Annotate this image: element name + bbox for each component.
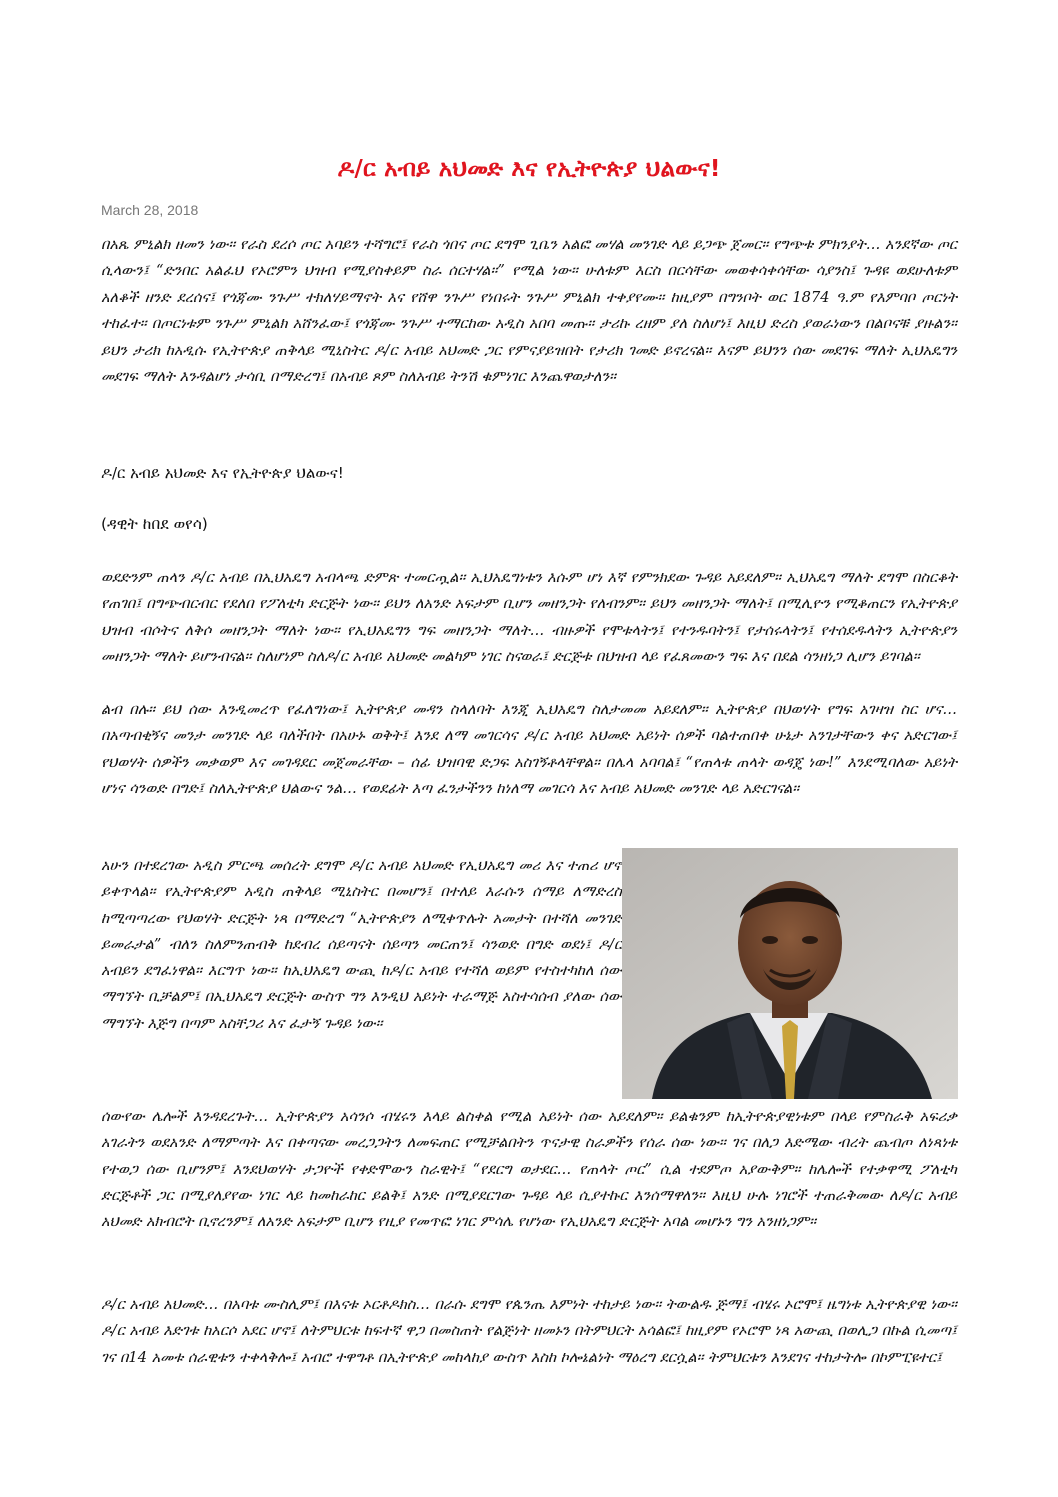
author-byline: (ዳዊት ከበደ ወየሳ) [101, 515, 208, 533]
paragraph-text: አሁን በተደረገው አዲስ ምርጫ መሰረት ደግሞ ዶ/ር አብይ አህመድ የኢህአዴግ መሪ እና ተጠሪ ሆኖ ይቀጥላል። የኢትዮጵያም አዲስ ጠቅላይ ሚኒስትር በመሆን፤ በተለይ እራሱን ሰማይ ለማድረስ ከሚጣጣረው የህወሃት ድርጅት ነጻ በማድረግ “ኢትዮጵያን ለሚቀጥሉት አመታት በተሻለ መንገድ ይመራታል” ብለን ስለምንጠብቅ ከደብረ ሰይጣናት ሰይጣን መርጠን፤ ሳንወድ በግድ ወደነ፤ ዶ/ር አብይን ደግፈነዋል። እርግጥ ነው። ከኢህአዴግ ውጪ ከዶ/ር አብይ የተሻለ ወይም የተስተካከለ ሰው ማግኘት ቢቻልም፤ በኢህአዴግ ድርጅት ውስጥ ግን እንዲህ አይነት ተራማጅ አስተሳሰብ ያለው ሰው ማግኘት እጅግ በጣም አስቸጋሪ እና ፈታኝ ጉዳይ ነው። [101, 857, 622, 1032]
intro-text: በአጼ ምኒልክ ዘመን ነው። የራስ ደረሶ ጦር አባይን ተሻግሮ፤ የራስ ጎበና ጦር ደግሞ ጊቤን አልፎ መሃል መንገድ ላይ ይጋጭ ጀመር። የግጭቱ ምክንያት… አንደኛው ጦር ሲላውን፤ “ድንበር አልፈህ የኦሮምን ህዝብ የሚያስቀይም ስራ ሰርተሃል።” የሚል ነው። ሁለቱም እርስ በርሳቸው መወቀሳቀሳቸው ሳያንስ፤ ጉዳዩ ወደሁለቱም አለቆች ዘንድ ደረሰና፤ የጎጃሙ ንጉሥ ተክለሃይማኖት እና የሸዋ ንጉሥ የነበሩት ንጉሥ ምኒልክ ተቀያየሙ። ከዚያም በግንቦት ወር 1874 ዓ.ም የእምባቦ ጦርነት ተከፈተ። በጦርነቱም ንጉሥ ምኒልክ አሸንፈው፤ የጎጃሙ ንጉሥ ተማርከው አዲስ አበባ መጡ። ታሪኩ ረዘም ያለ ስለሆነ፤ እዚህ ድረስ ያወራነውን በልቦናቹ ያዙልን። ይህን ታሪክ ከአዲሱ የኢትዮጵያ ጠቅላይ ሚኒስትር ዶ/ር አብይ አህመድ ጋር የምናያይዝበት የታሪክ ገመድ ይኖረናል። እናም ይህንን ሰው መደገፍ ማለት ኢህአዴግን መደገፍ ማለት እንዳልሆነ ታሳቢ በማድረግ፤ በአብይ ጾም ስለአብይ ትንሽ ቁምነገር እንጨዋወታለን። [101, 236, 957, 386]
publish-date: March 28, 2018 [101, 202, 199, 218]
paragraph-text: ሰውየው ሌሎች እንዳደረጉት… ኢትዮጵያን አሳንሶ ብሄሩን እላይ ልስቀል የሚል አይነት ሰው አይደለም። ይልቁንም ከኢትዮጵያዊነቱም በላይ የምስራቅ አፍሪቃ አገራትን ወደአንድ ለማምጣት እና በቀጣናው መረጋጋትን ለመፍጠር የሚቻልበትን ጥናታዊ ስራዎችን የሰራ ሰው ነው። ገና በለጋ እድሜው ብረት ጨብጦ ለነጻነቱ የተወጋ ሰው ቢሆንም፤ እንደህወሃት ታጋዮች የቀድሞውን ስራዊት፤ “የደርግ ወታደር… የጠላት ጦር” ሲል ተደምጦ አያውቅም። ከሌሎች የተቃዋሚ ፖለቲካ ድርጅቶች ጋር በሚያለያየው ነገር ላይ ከመከራከር ይልቅ፤ አንድ በሚያደርገው ጉዳይ ላይ ሲያተኩር እንሰማዋለን። እዚህ ሁሉ ነገሮች ተጠራቅመው ለዶ/ር አብይ አህመድ አክብሮት ቢኖረንም፤ ለአንድ አፍታም ቢሆን የዚያ የመጥፎ ነገር ምሳሌ የሆነው የኢህአዴግ ድርጅት አባል መሆኑን ግን አንዘነጋም። [101, 1108, 957, 1231]
body-paragraph-4 [101, 1104, 957, 1235]
paragraph-text: ልብ በሉ። ይህ ሰው እንዲመረጥ የፈለግነው፤ ኢትዮጵያ መዳን ስላለባት እንጂ ኢህአዴግ ስለታመመ አይደለም። ኢትዮጵያ በህወሃት የግፍ አገዛዝ ስር ሆና… በአጣብቂኝና መንታ መንገድ ላይ ባለችበት በአሁኑ ወቅት፤ እንደ ለማ መገርሳና ዶ/ር አብይ አህመድ አይነት ሰዎች ባልተጠበቀ ሁኔታ አንገታቸውን ቀና አድርገው፤ የህወሃት ሰዎችን መቃወም እና መገዳደር መጀመራቸው – ሰፊ ህዝባዊ ድጋፍ አስገኝቶላቸዋል። በሌላ አባባል፤ “የጠላቱ ጠላት ወዳጄ ነው!” እንደሚባለው አይነት ሆነና ሳንወድ በግድ፤ ስለኢትዮጵያ ህልውና ንል… የወደፊት እጣ ፈንታችንን ከነለማ መገርሳ እና አብይ አህመድ መንገድ ላይ አድርገናል። [101, 701, 957, 797]
body-paragraph-1 [101, 565, 957, 670]
body-paragraph-3 [101, 853, 622, 1037]
article-subtitle: ዶ/ር አብይ አህመድ እና የኢትዮጵያ ህልውና! [101, 464, 344, 482]
intro-paragraph [101, 232, 957, 390]
portrait-photo [622, 848, 958, 1099]
paragraph-text: ወደድንም ጠላን ዶ/ር አብይ በኢህአዴግ አብላጫ ድምጽ ተመርጧል። ኢህአዴግነቱን እሱም ሆነ እኛ የምንክደው ጉዳይ አይደለም። ኢህአዴግ ማለት ደግሞ በስርቆት የጠገበ፤ በግጭብርብር የደለበ የፖለቲካ ድርጅት ነው። ይህን ለአንድ አፍታም ቢሆን መዘንጋት የለብንም። ይህን መዘንጋት ማለት፤ በሚሊዮን የሚቆጠርን የኢትዮጵያ ህዝብ ብሶትና ለቅሶ መዘንጋት ማለት ነው። የኢህአዴግን ግፍ መዘንጋት ማለት… ብዙዎች የሞቱላትን፤ የተንዱባትን፤ የታሰሩላትን፤ የተሰደዱላትን ኢትዮጵያን መዘንጋት ማለት ይሆንብናል። ስለሆነም ስለዶ/ር አብይ አህመድ መልካም ነገር ስናወራ፤ ድርጅቱ በህዝብ ላይ የፈጸመውን ግፍ እና በደል ሳንዘነጋ ሊሆን ይገባል። [101, 569, 957, 665]
paragraph-text: ዶ/ር አብይ አህመድ… በአባቱ ሙስሊም፤ በእናቱ ኦርቶዶክስ… በራሱ ደግሞ የጴንጤ እምነት ተከታይ ነው። ትውልዱ ጅማ፤ ብሄሩ ኦሮሞ፤ ዜግነቱ ኢትዮጵያዊ ነው። ዶ/ር አብይ እድገቱ ከአርሶ አደር ሆኖ፤ ለትምህርቱ ከፍተኛ ዋጋ በመስጠት የልጅነት ዘመኑን በትምህርት አሳልፎ፤ ከዚያም የኦሮሞ ነጻ አውጪ በወሊጋ በኩል ሲመጣ፤ ገና በ14 አመቱ ሰራዊቱን ተቀላቅሎ፤ አብሮ ተዋግቶ በኢትዮጵያ መከላከያ ውስጥ እስከ ኮሎኔልነት ማዕረግ ደርሷል። ትምህርቱን እንደገና ተከታትሎ በኮምፒዩተር፤ [101, 1296, 957, 1366]
body-paragraph-2 [101, 697, 957, 802]
portrait-illustration [622, 848, 958, 1099]
article-title: ዶ/ር አብይ አህመድ እና የኢትዮጵያ ህልውና! [337, 156, 721, 183]
body-paragraph-5 [101, 1292, 957, 1371]
